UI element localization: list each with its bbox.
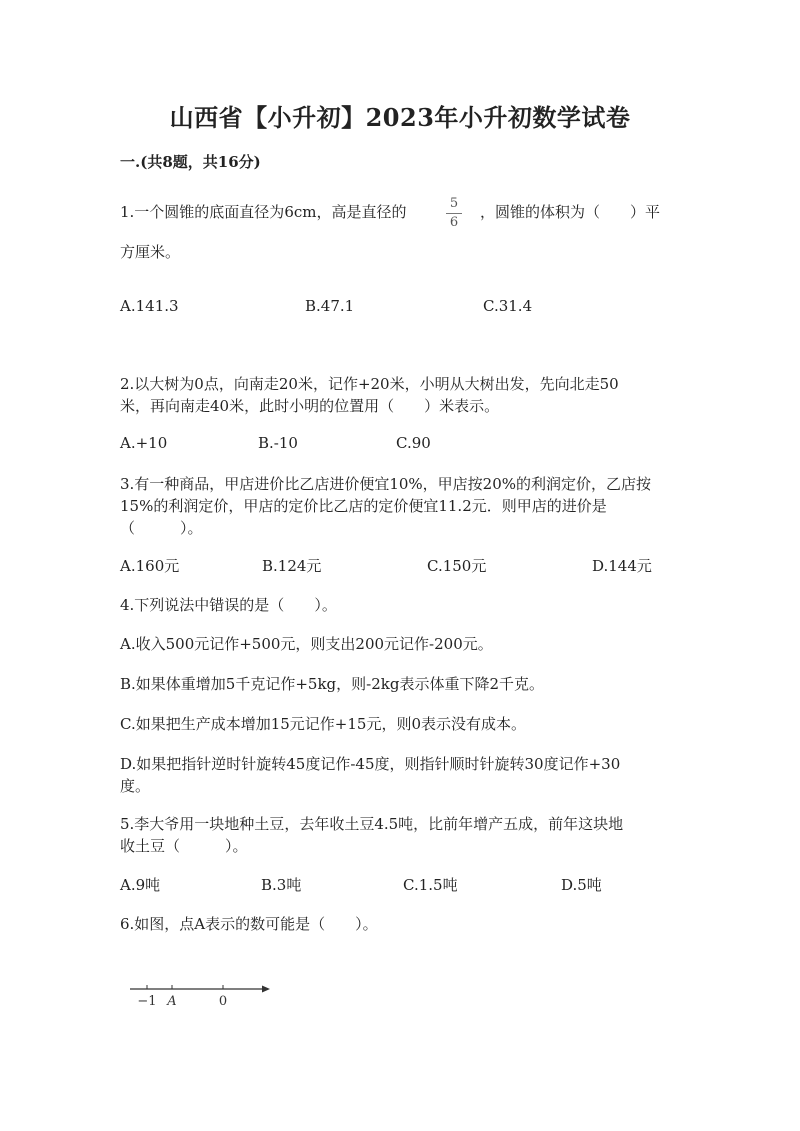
- question-6-text: 6.如图，点A表示的数可能是（ ）。: [120, 915, 378, 933]
- option-b: B.如果体重增加5千克记作+5kg，则-2kg表示体重下降2千克。: [120, 675, 544, 693]
- option-b: B.3吨: [261, 876, 302, 894]
- question-5-text-line1: 5.李大爷用一块地种土豆，去年收土豆4.5吨，比前年增产五成，前年这块地: [120, 815, 624, 833]
- question-3-text-line1: 3.有一种商品，甲店进价比乙店进价便宜10%，甲店按20%的利润定价，乙店按: [120, 475, 651, 493]
- option-d: D.144元: [592, 557, 652, 575]
- fraction-bar: [446, 213, 462, 214]
- section-heading: 一.(共8题，共16分): [120, 153, 261, 171]
- option-d-line2: 度。: [120, 777, 151, 795]
- option-c: C.90: [396, 434, 431, 452]
- question-4-text: 4.下列说法中错误的是（ ）。: [120, 596, 337, 614]
- option-a: A.+10: [120, 434, 168, 452]
- label-zero: 0: [218, 994, 228, 1009]
- option-b: B.-10: [258, 434, 298, 452]
- option-b: B.124元: [262, 557, 322, 575]
- option-a: A.160元: [120, 557, 180, 575]
- label-minus-one: −1: [137, 994, 157, 1009]
- arrow-head-icon: [262, 986, 270, 993]
- question-1-text-part2: ，圆锥的体积为（ ）平: [480, 203, 661, 221]
- question-2-text-line1: 2.以大树为0点，向南走20米，记作+20米，小明从大树出发，先向北走50: [120, 375, 619, 393]
- option-c: C.31.4: [483, 297, 533, 315]
- option-a: A.141.3: [120, 297, 179, 315]
- question-3-text-line2: 15%的利润定价，甲店的定价比乙店的定价便宜11.2元．则甲店的进价是: [120, 497, 607, 515]
- question-3-text-line3: （ ）。: [120, 519, 203, 537]
- option-c: C.1.5吨: [403, 876, 458, 894]
- question-5-text-line2: 收土豆（ ）。: [120, 837, 248, 855]
- question-1-text-line2: 方厘米。: [120, 243, 181, 261]
- fraction-denominator: 6: [449, 215, 459, 230]
- option-c: C.150元: [427, 557, 487, 575]
- page-title: 山西省【小升初】2023年小升初数学试卷: [169, 103, 631, 132]
- number-line-figure: [126, 972, 276, 1012]
- option-d-line1: D.如果把指针逆时针旋转45度记作-45度，则指针顺时针旋转30度记作+30: [120, 755, 621, 773]
- option-a: A.收入500元记作+500元，则支出200元记作-200元。: [120, 635, 493, 653]
- option-b: B.47.1: [305, 297, 355, 315]
- option-d: D.5吨: [561, 876, 602, 894]
- question-1-text-part1: 1.一个圆锥的底面直径为6cm，高是直径的: [120, 203, 407, 221]
- option-c: C.如果把生产成本增加15元记作+15元，则0表示没有成本。: [120, 715, 526, 733]
- question-2-text-line2: 米，再向南走40米，此时小明的位置用（ ）米表示。: [120, 397, 500, 415]
- fraction-five-sixths: [443, 196, 465, 231]
- option-a: A.9吨: [120, 876, 161, 894]
- label-point-a: A: [167, 994, 177, 1009]
- fraction-numerator: 5: [449, 196, 459, 211]
